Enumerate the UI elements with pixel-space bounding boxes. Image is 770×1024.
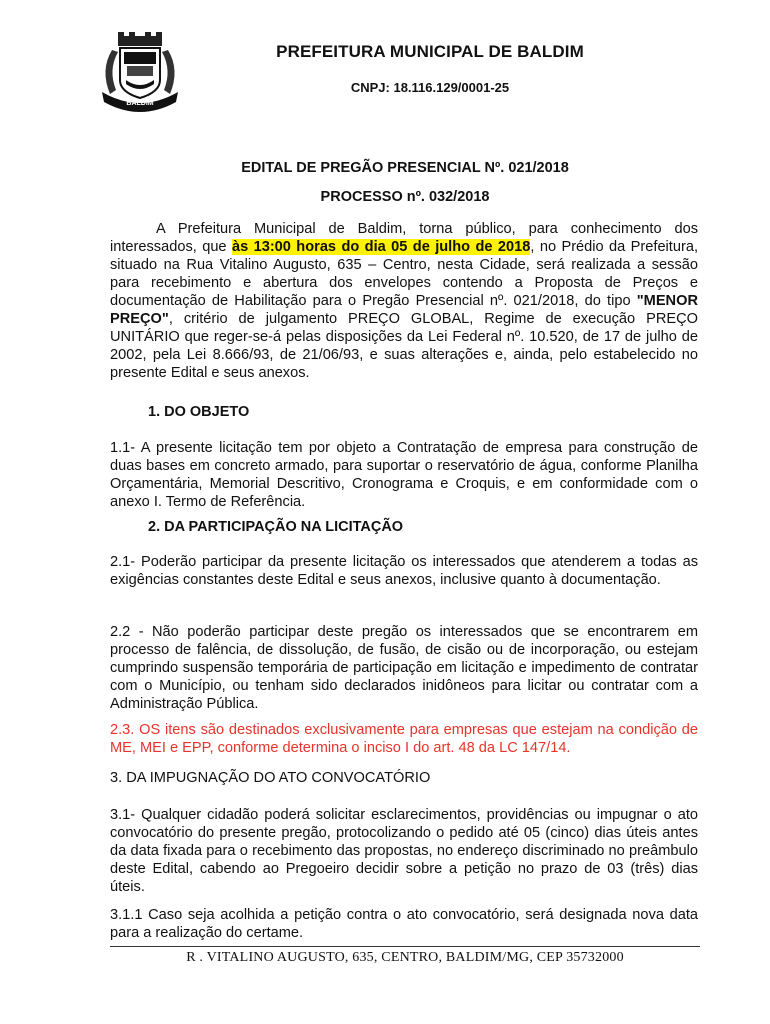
footer-divider — [110, 946, 700, 947]
section-3-paragraph-2: 3.1.1 Caso seja acolhida a petição contra o ato convocatório, será designada nova data para a realização do certame. — [110, 907, 698, 941]
section-1-heading: 1. DO OBJETO — [148, 404, 250, 420]
intro-part2: , no Prédio da Prefeitura, situado na Rua Vitalino Augusto, 635 – Centro, nesta Cidade, será realizada a sessão para recebimento e abertura dos envelopes contendo a Proposta de Preços e documentação de Habilitação para o Pregão Presencial nº. 021/2018, do tipo — [110, 239, 698, 309]
tipo-menor-preco: "MENOR PREÇO" — [110, 293, 698, 327]
section-1-paragraph-1: 1.1- A presente licitação tem por objeto a Contratação de empresa para construção de duas bases em concreto armado, para suportar o reservatório de água, conforme Planilha Orçamentária, Memorial Descritivo, Cronograma e Croquis, e em conformidade com o anexo I. Termo de Referência. — [110, 440, 698, 510]
section-2-paragraph-3: 2.3. OS itens são destinados exclusivamente para empresas que estejam na condição de ME, MEI e EPP, conforme determina o inciso I do art. 48 da LC 147/14. — [110, 722, 698, 756]
intro-part1: A Prefeitura Municipal de Baldim, torna público, para conhecimento dos interessados, que — [110, 221, 698, 255]
section-2-heading: 2. DA PARTICIPAÇÃO NA LICITAÇÃO — [148, 519, 404, 535]
header-cnpj: CNPJ: 18.116.129/0001-25 — [350, 80, 510, 95]
seal-ribbon-text: BALDIM — [126, 100, 154, 107]
processo-number: PROCESSO nº. 032/2018 — [320, 189, 490, 205]
section-3-heading: 3. DA IMPUGNAÇÃO DO ATO CONVOCATÓRIO — [110, 770, 431, 786]
section-2-paragraph-1: 2.1- Poderão participar da presente licitação os interessados que atenderem a todas as exigências constantes deste Edital e seus anexos, inclusive quanto à documentação. — [110, 554, 698, 588]
header-title: PREFEITURA MUNICIPAL DE BALDIM — [276, 42, 584, 61]
intro-part3: , critério de julgamento PREÇO GLOBAL, Regime de execução PREÇO UNITÁRIO que reger-se-á pelas disposições da Lei Federal nº. 10.520, de 17 de julho de 2002, pela Lei 8.666/93, de 21/06/93, e suas alterações e, ainda, pelo estabelecido no presente Edital e seus anexos. — [110, 311, 698, 381]
section-3-paragraph-1: 3.1- Qualquer cidadão poderá solicitar esclarecimentos, providências ou impugnar o ato convocatório do presente pregão, protocolizando o pedido até 05 (cinco) dias úteis antes da data fixada para o recebimento das propostas, no endereço discriminado no preâmbulo deste Edital, cabendo ao Pregoeiro decidir sobre a petição no prazo de 03 (três) dias úteis. — [110, 807, 698, 895]
intro-paragraph — [110, 220, 698, 382]
section-2-paragraph-2: 2.2 - Não poderão participar deste pregão os interessados que se encontrarem em processo de falência, de dissolução, de fusão, de cisão ou de incorporação, ou estejam cumprindo suspensão temporária de participação em licitação e impedimento de contratar com o Município, ou tenham sido declarados inidôneos para licitar ou contratar com a Administração Pública. — [110, 624, 698, 712]
edital-title: EDITAL DE PREGÃO PRESENCIAL Nº. 021/2018 — [241, 160, 569, 176]
footer-address: R . VITALINO AUGUSTO, 635, CENTRO, BALDIM/MG, CEP 35732000 — [186, 950, 624, 965]
session-date-highlight: às 13:00 horas do dia 05 de julho de 2018 — [231, 239, 531, 255]
